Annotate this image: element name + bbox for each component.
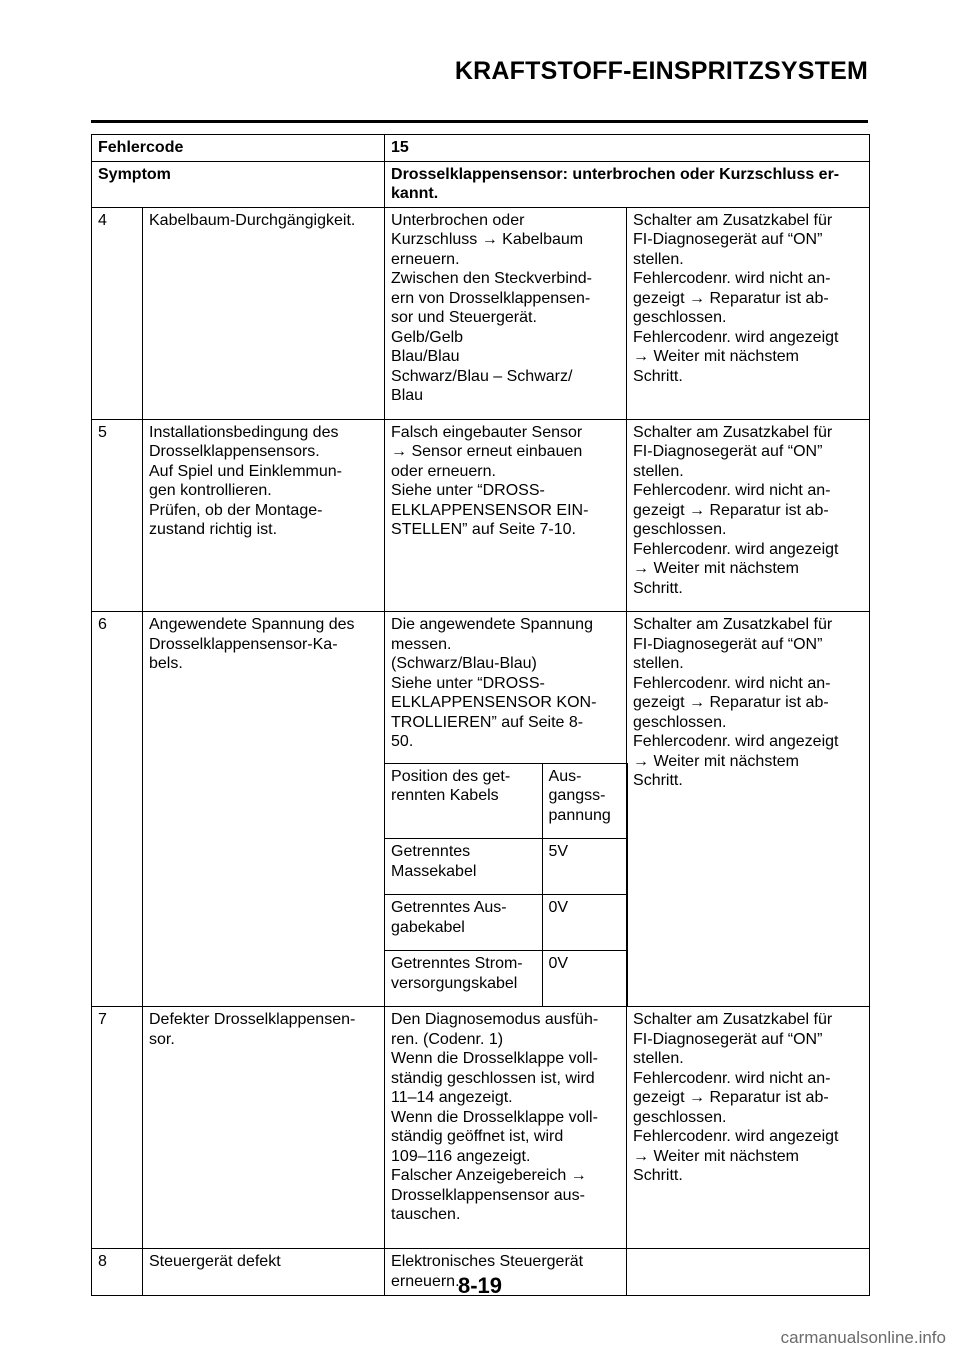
- sub-col-voltage: Aus- gangss- pannung: [542, 763, 627, 839]
- confirmation: Schalter am Zusatzkabel für FI-Diagnosegerät auf “ON” stellen. Fehlercodenr. wird nicht an- gezeigt → Reparatur ist ab- geschlossen. Fehlercodenr. wird angezeigt → Weiter mit nächstem Schritt.: [627, 612, 870, 1007]
- subtable-row: [385, 895, 627, 951]
- step-number: 4: [92, 207, 143, 419]
- check-item: Steuergerät defekt: [143, 1249, 385, 1296]
- sub-cell: Getrenntes Massekabel: [385, 839, 542, 895]
- check-item: Defekter Drosselklappensen- sor.: [143, 1007, 385, 1249]
- voltage-subtable: [385, 763, 628, 1007]
- action: Falsch eingebauter Sensor → Sensor erneut einbauen oder erneuern. Siehe unter “DROSS- ELKLAPPENSENSOR EIN- STELLEN” auf Seite 7-10.: [385, 419, 627, 612]
- action: Die angewendete Spannung messen. (Schwarz/Blau-Blau) Siehe unter “DROSS- ELKLAPPENSENSOR KON- TROLLIEREN” auf Seite 8- 50.: [391, 616, 597, 750]
- action: Den Diagnosemodus ausfüh- ren. (Codenr. 1) Wenn die Drosselklappe voll- ständig geschlossen ist, wird 11–14 angezeigt. Wenn die Drosselklappe voll- ständig geöffnet ist, wird 109–116 angezeigt. Falscher Anzeigebereich → Drosselklappensensor aus- tauschen.: [385, 1007, 627, 1249]
- page-number: 8-19: [457, 1273, 503, 1298]
- check-item: Installationsbedingung des Drosselklappensensors. Auf Spiel und Einklemmun- gen kontrollieren. Prüfen, ob der Montage- zustand richtig ist.: [143, 419, 385, 612]
- step-number: 6: [92, 612, 143, 1007]
- subtable-row: [385, 951, 627, 1007]
- table-row: [92, 1007, 870, 1249]
- sub-cell: 5V: [542, 839, 627, 895]
- subtable-row: [385, 839, 627, 895]
- table-row: [92, 207, 870, 419]
- fehlercode-value: 15: [385, 135, 870, 162]
- confirmation: Schalter am Zusatzkabel für FI-Diagnosegerät auf “ON” stellen. Fehlercodenr. wird nicht an- gezeigt → Reparatur ist ab- geschlossen. Fehlercodenr. wird angezeigt → Weiter mit nächstem Schritt.: [627, 1007, 870, 1249]
- sub-cell: Getrenntes Aus- gabekabel: [385, 895, 542, 951]
- step-number: 8: [92, 1249, 143, 1296]
- action: Unterbrochen oder Kurzschluss → Kabelbaum erneuern. Zwischen den Steckverbind- ern von Drosselklappensen- sor und Steuergerät. Gelb/Gelb Blau/Blau Schwarz/Blau – Schwarz/ Blau: [385, 207, 627, 419]
- sub-cell: 0V: [542, 895, 627, 951]
- sub-cell: Getrenntes Strom- versorgungskabel: [385, 951, 542, 1007]
- page-title: KRAFTSTOFF-EINSPRITZSYSTEM: [454, 57, 868, 85]
- header-rule: [91, 120, 868, 123]
- sub-cell: 0V: [542, 951, 627, 1007]
- fehlercode-row: [92, 135, 870, 162]
- action: Elektronisches Steuergerät erneuern.: [385, 1249, 627, 1296]
- sub-col-position: Position des get- rennten Kabels: [385, 763, 542, 839]
- confirmation: Schalter am Zusatzkabel für FI-Diagnosegerät auf “ON” stellen. Fehlercodenr. wird nicht an- gezeigt → Reparatur ist ab- geschlossen. Fehlercodenr. wird angezeigt → Weiter mit nächstem Schritt.: [627, 419, 870, 612]
- watermark: carmanualsonline.info: [780, 1328, 946, 1347]
- subtable-header: [385, 763, 627, 839]
- fehlercode-label: Fehlercode: [92, 135, 385, 162]
- symptom-value: Drosselklappensensor: unterbrochen oder Kurzschluss er- kannt.: [385, 161, 870, 207]
- check-item: Angewendete Spannung des Drosselklappensensor-Ka- bels.: [143, 612, 385, 1007]
- symptom-label: Symptom: [92, 161, 385, 207]
- check-item: Kabelbaum-Durchgängigkeit.: [143, 207, 385, 419]
- symptom-row: [92, 161, 870, 207]
- action-with-subtable: [385, 612, 627, 1007]
- table-row: [92, 419, 870, 612]
- table-row: [92, 612, 870, 1007]
- diagnosis-table: [91, 134, 870, 1296]
- confirmation: Schalter am Zusatzkabel für FI-Diagnosegerät auf “ON” stellen. Fehlercodenr. wird nicht an- gezeigt → Reparatur ist ab- geschlossen. Fehlercodenr. wird angezeigt → Weiter mit nächstem Schritt.: [627, 207, 870, 419]
- step-number: 7: [92, 1007, 143, 1249]
- step-number: 5: [92, 419, 143, 612]
